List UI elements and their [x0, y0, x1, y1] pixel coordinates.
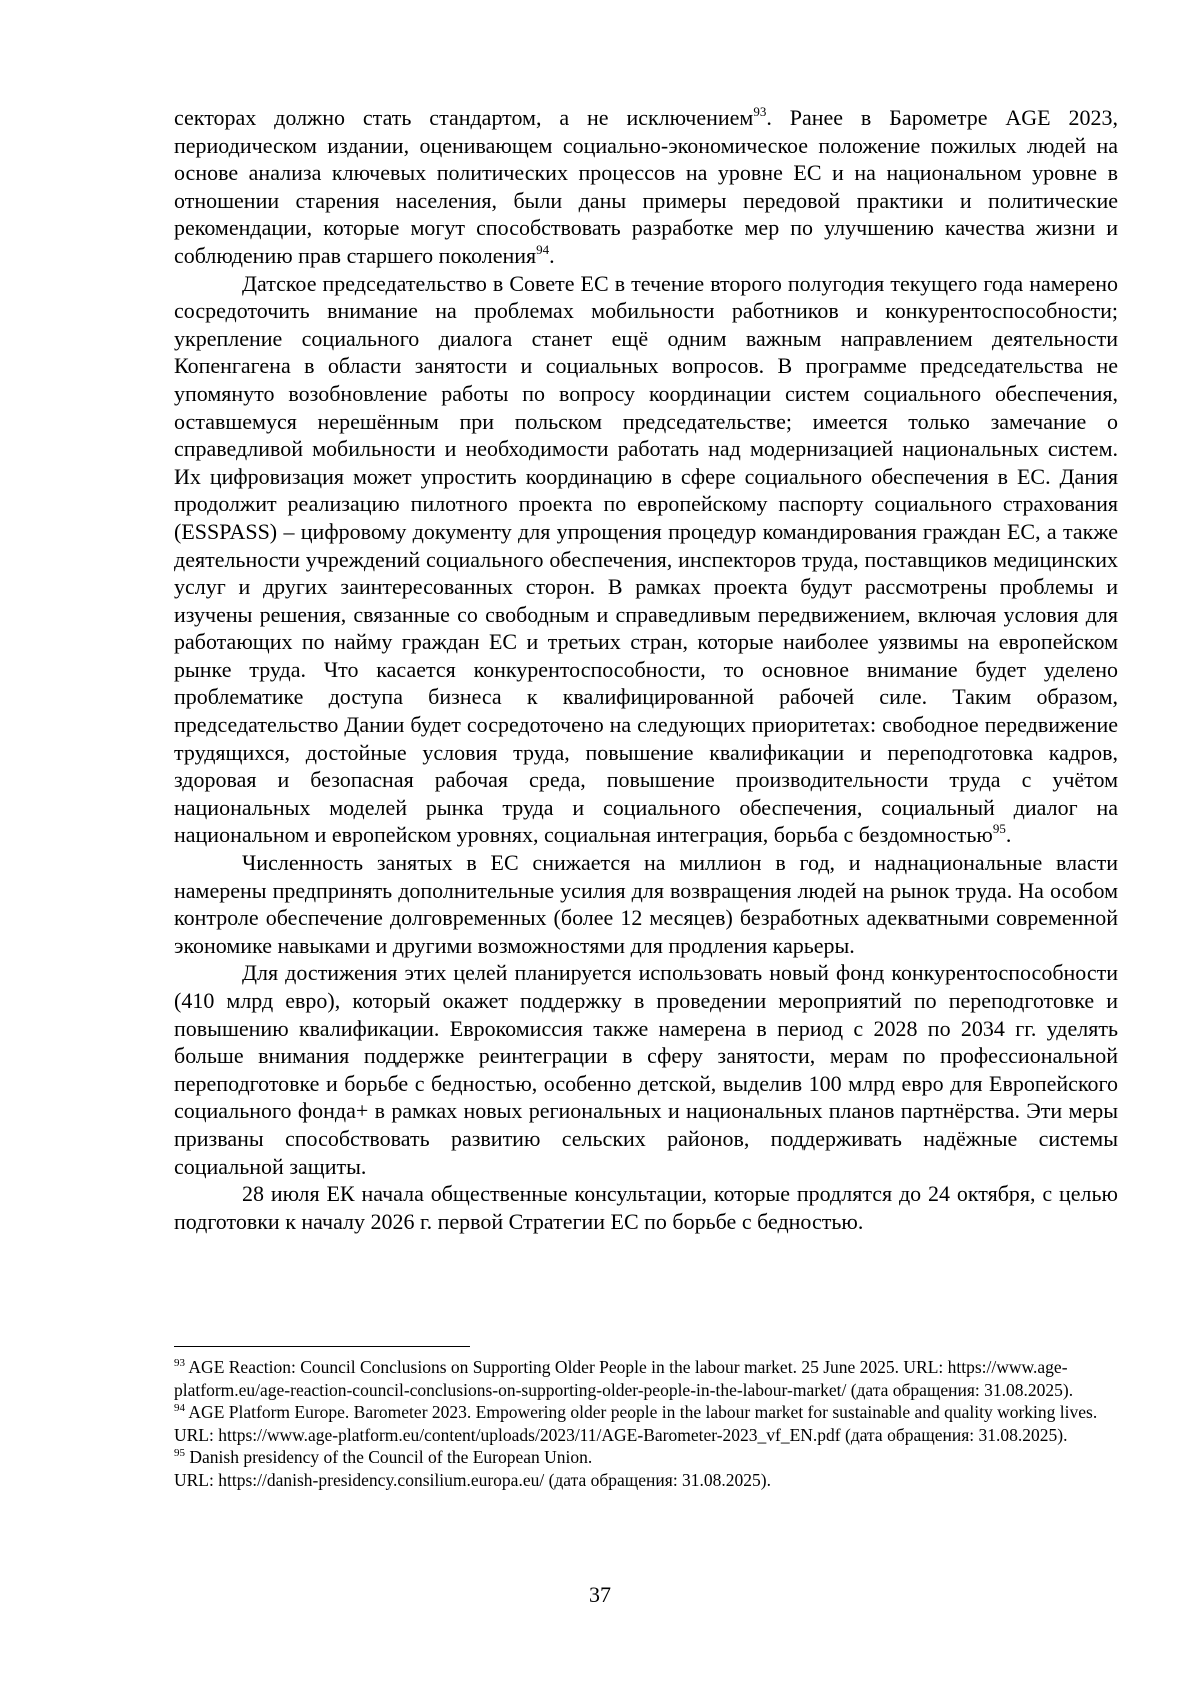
footnote-94 — [174, 1401, 1118, 1446]
page-number: 37 — [589, 1582, 611, 1607]
footnote-number: 94 — [174, 1402, 185, 1414]
footnote-url-link[interactable]: https://www.age-platform.eu/age-reaction-council-conclusions-on-supporting-older-people-in-the-labour-market/ — [174, 1357, 1068, 1400]
footnote-number: 93 — [174, 1357, 185, 1369]
footnote-number: 95 — [174, 1447, 185, 1459]
footnote-ref-95[interactable]: 95 — [992, 821, 1006, 837]
footnote-title: AGE Platform Europe. Barometer 2023. Empowering older people in the labour market for sustainable and quality working lives. URL: — [174, 1402, 1098, 1445]
paragraph-5: 28 июля ЕК начала общественные консультации, которые продлятся до 24 октября, с целью подготовки к началу 2026 г. первой Стратегии ЕС по борьбе с бедностью. — [174, 1181, 1118, 1234]
paragraph-1: секторах должно стать стандартом, а не исключением$^{93}$. Ранее в Барометре AGE 2023, периодическом издании, оценивающем социально-экономическое положение пожилых людей на основе анализа ключевых политических процессов на уровне ЕС и на национальном уровне в отношении старения населения, были даны примеры передовой практики и политические рекомендации, которые могут способствовать разработке мер по улучшению качества жизни и соблюдению прав старшего поколения$^{94}$. — [174, 104, 1118, 268]
footnote-ref-94[interactable]: 94 — [536, 241, 550, 257]
footnote-access-date: (дата обращения: 31.08.2025). — [850, 1379, 1074, 1400]
footnotes — [174, 1356, 1118, 1491]
footnote-ref-93[interactable]: 93 — [753, 104, 767, 119]
footnote-url-link[interactable]: https://www.age-platform.eu/content/uploads/2023/11/AGE-Barometer-2023_vf_EN.pdf — [218, 1424, 841, 1445]
paragraph-2-text: Датское председательство в Совете ЕС в течение второго полугодия текущего года намерено сосредоточить внимание на проблемах мобильности работников и конкурентоспособности; укрепление социального диалога станет ещё одним важным направлением деятельности Копенгагена в области занятости и социальных вопросов. В программе председательства не упомянуто возобновление работы по вопросу координации систем социального обеспечения, оставшемуся нерешённым при польском председательстве; имеется только замечание о справедливой мобильности и необходимости работать над модернизацией национальных систем. Их цифровизация может упростить координацию в сфере социального обеспечения в ЕС. Дания продолжит реализацию пилотного проекта по европейскому паспорту социального страхования (ESSPASS) – цифровому документу для упрощения процедур командирования граждан ЕС, а также деятельности учреждений социального обеспечения, инспекторов труда, поставщиков медицинских услуг и других заинтересованных сторон. В рамках проекта будут рассмотрены проблемы и изучены решения, связанные со свободным и справедливым передвижением, включая условия для работающих по найму граждан ЕС и третьих стран, которые наиболее уязвимы на европейском рынке труда. Что касается конкурентоспособности, то основное внимание будет уделено проблематике доступа бизнеса к квалифицированной рабочей силе. Таким образом, председательство Дании будет сосредоточено на следующих приоритетах: свободное передвижение трудящихся, достойные условия труда, повышение квалификации и переподготовка кадров, здоровая и безопасная рабочая среда, повышение производительности труда с учётом национальных моделей рынка труда и социального обеспечения, социальный диалог на национальном и европейском уровнях, социальная интеграция, борьба с бездомностью — [174, 270, 1118, 848]
paragraph-4: Для достижения этих целей планируется использовать новый фонд конкурентоспособности (410 млрд евро), который окажет поддержку в проведении мероприятий по переподготовке и повышению квалификации. Еврокомиссия также намерена в период с 2028 по 2034 гг. уделять больше внимания поддержке реинтеграции в сферу занятости, мерам по профессиональной переподготовке и борьбе с бедностью, особенно детской, выделив 100 млрд евро для Европейского социального фонда+ в рамках новых региональных и национальных планов партнёрства. Эти меры призваны способствовать развитию сельских районов, поддерживать надёжные системы социальной защиты. — [174, 960, 1118, 1179]
footnote-access-date: (дата обращения: 31.08.2025). — [845, 1424, 1068, 1445]
paragraph-2: Датское председательство в Совете ЕС в течение второго полугодия текущего года намерено сосредоточить внимание на проблемах мобильности работников и конкурентоспособности; укрепление социального диалога станет ещё одним важным направлением деятельности Копенгагена в области занятости и социальных вопросов. В программе председательства не упомянуто возобновление работы по вопросу координации систем социального обеспечения, оставшемуся нерешённым при польском председательстве; имеется только замечание о справедливой мобильности и необходимости работать над модернизацией национальных систем. Их цифровизация может упростить координацию в сфере социального обеспечения в ЕС. Дания продолжит реализацию пилотного проекта по европейскому паспорту социального страхования (ESSPASS) – цифровому документу для упрощения процедур командирования граждан ЕС, а также деятельности учреждений социального обеспечения, инспекторов труда, поставщиков медицинских услуг и других заинтересованных сторон. В рамках проекта будут рассмотрены проблемы и изучены решения, связанные со свободным и справедливым передвижением, включая условия для работающих по найму граждан ЕС и третьих стран, которые наиболее уязвимы на европейском рынке труда. Что касается конкурентоспособности, то основное внимание будет уделено проблематике доступа бизнеса к квалифицированной рабочей силе. Таким образом, председательство Дании будет сосредоточено на следующих приоритетах: свободное передвижение трудящихся, достойные условия труда, повышение квалификации и переподготовка кадров, здоровая и безопасная рабочая среда, повышение производительности труда с учётом национальных моделей рынка труда и социального обеспечения, социальный диалог на национальном и европейском уровнях, социальная интеграция, борьба с бездомностью$^{95}$. — [174, 270, 1118, 848]
footnote-title: Danish presidency of the Council of the European Union. — [189, 1447, 593, 1467]
main-text — [174, 104, 1118, 1235]
footnote-url-link[interactable]: https://danish-presidency.consilium.europa.eu/ — [218, 1469, 545, 1490]
footnote-separator — [174, 1346, 470, 1347]
footnote-95 — [174, 1446, 1118, 1491]
paragraph-1-text: секторах должно стать стандартом, а не исключением — [174, 105, 754, 130]
footnote-title: AGE Reaction: Council Conclusions on Supporting Older People in the labour market. 25 June 2025. URL: — [188, 1357, 944, 1377]
footnote-url-label: URL: — [174, 1469, 214, 1490]
paragraph-3: Численность занятых в ЕС снижается на миллион в год, и наднациональные власти намерены предпринять дополнительные усилия для возвращения людей на рынок труда. На особом контроле обеспечение долговременных (более 12 месяцев) безработных адекватными современной экономике навыками и другими возможностями для продления карьеры. — [174, 850, 1118, 958]
footnote-access-date: (дата обращения: 31.08.2025). — [548, 1469, 772, 1490]
paragraph-1-text-cont: . Ранее в Барометре AGE 2023, периодическом издании, оценивающем социально-экономическое положение пожилых людей на основе анализа ключевых политических процессов на уровне ЕС и на национальном уровне в отношении старения населения, были даны примеры передовой практики и политические рекомендации, которые могут способствовать разработке мер по улучшению качества жизни и соблюдению прав старшего поколения — [174, 105, 1118, 268]
footnote-93 — [174, 1356, 1118, 1401]
